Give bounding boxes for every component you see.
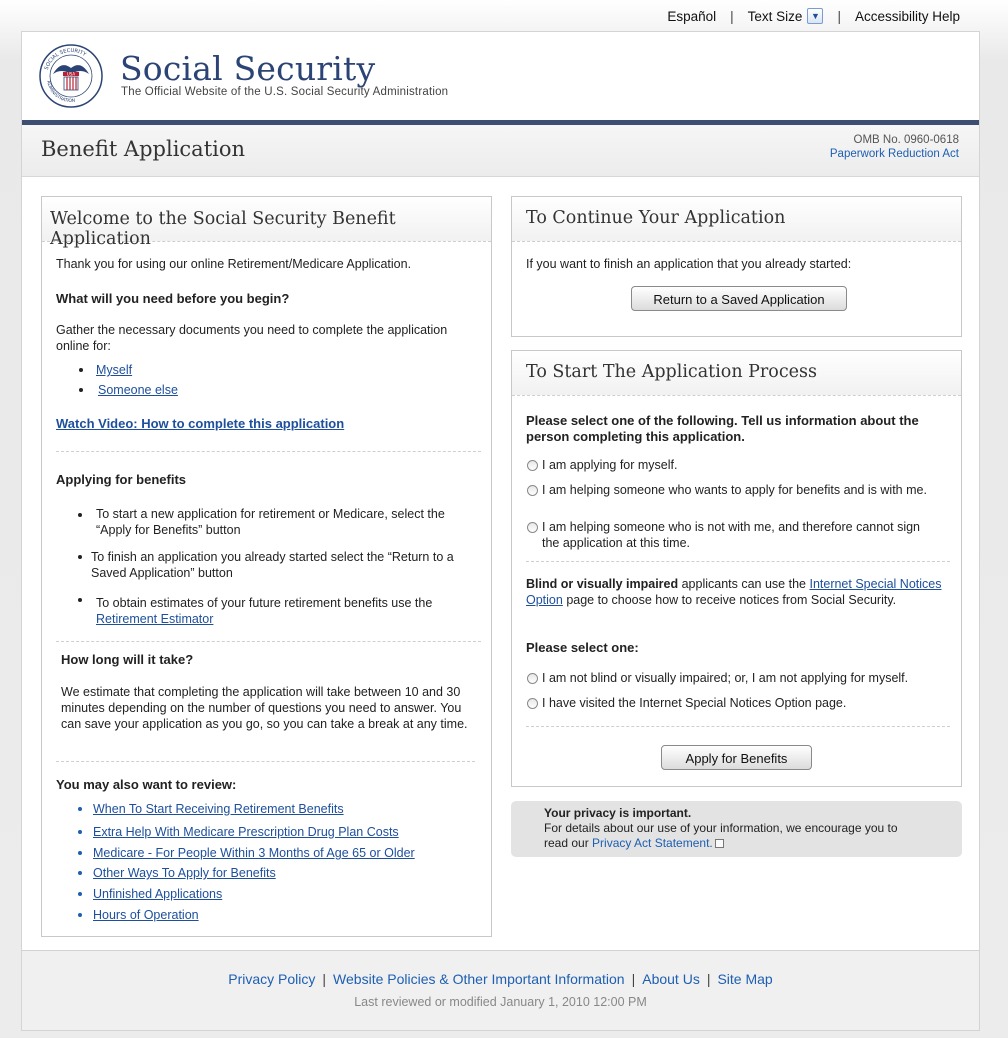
page-container bbox=[21, 31, 980, 1031]
applying-item: To finish an application you already started select the “Return to a Saved Application” button bbox=[91, 550, 454, 580]
dropdown-arrow-icon[interactable]: ▼ bbox=[807, 8, 823, 24]
myself-link[interactable]: Myself bbox=[96, 363, 133, 377]
time-text: We estimate that completing the application will take between 10 and 30 minutes depending on the number of questions you need to answer. You can save your application as you go, so you can take a break at any time. bbox=[61, 685, 468, 731]
radio-visited-notices[interactable] bbox=[527, 698, 538, 709]
thanks-text: Thank you for using our online Retirement/Medicare Application. bbox=[56, 257, 412, 271]
bullet bbox=[79, 388, 83, 392]
gather-text: Gather the necessary documents you need to complete the application online for: bbox=[56, 323, 448, 353]
svg-text:SOCIAL SECURITY: SOCIAL SECURITY bbox=[43, 47, 87, 71]
omb-number: OMB No. 0960-0618 bbox=[853, 134, 959, 146]
continue-text: If you want to finish an application that you already started: bbox=[526, 257, 852, 271]
privacy-policy-link[interactable]: Privacy Policy bbox=[228, 971, 316, 987]
radio-applying-myself[interactable] bbox=[527, 460, 538, 471]
apply-for-benefits-button[interactable]: Apply for Benefits bbox=[661, 745, 812, 770]
privacy-notice bbox=[511, 801, 962, 857]
divider bbox=[526, 726, 950, 727]
blind-bold: Blind or visually impaired bbox=[526, 577, 679, 591]
privacy-title: Your privacy is important. bbox=[544, 806, 692, 820]
start-panel-header bbox=[512, 351, 961, 396]
separator: | bbox=[730, 8, 734, 24]
divider bbox=[56, 761, 475, 762]
radio-label: I am not blind or visually impaired; or, I am not applying for myself. bbox=[542, 671, 909, 685]
utility-nav bbox=[667, 6, 960, 26]
espanol-link[interactable]: Español bbox=[667, 8, 717, 24]
accessibility-help-link[interactable]: Accessibility Help bbox=[854, 8, 960, 24]
site-subtitle: The Official Website of the U.S. Social Security Administration bbox=[121, 86, 449, 98]
svg-text:ADMINISTRATION: ADMINISTRATION bbox=[45, 80, 76, 105]
site-title: Social Security bbox=[120, 49, 376, 88]
ssa-seal-logo bbox=[39, 44, 103, 108]
continue-panel-header bbox=[512, 197, 961, 242]
page-title: Benefit Application bbox=[41, 137, 246, 161]
omb-info bbox=[830, 133, 959, 161]
review-link[interactable]: Unfinished Applications bbox=[93, 887, 223, 901]
separator: | bbox=[322, 971, 327, 987]
watch-video-link[interactable]: Watch Video: How to complete this application bbox=[56, 416, 345, 431]
radio-label: I am helping someone who is not with me, and therefore cannot sign the application at this time. bbox=[542, 520, 920, 550]
site-map-link[interactable]: Site Map bbox=[717, 971, 773, 987]
last-reviewed-text: Last reviewed or modified January 1, 2010 12:00 PM bbox=[354, 995, 647, 1009]
start-heading: To Start The Application Process bbox=[526, 362, 817, 382]
separator: | bbox=[837, 8, 841, 24]
page-title-bar bbox=[22, 125, 979, 177]
bullet bbox=[78, 871, 82, 875]
privacy-text bbox=[544, 821, 924, 851]
separator: | bbox=[706, 971, 711, 987]
radio-label: I am helping someone who wants to apply for benefits and is with me. bbox=[542, 483, 927, 497]
continue-panel bbox=[511, 196, 962, 337]
bullet bbox=[78, 598, 82, 602]
someone-else-link[interactable]: Someone else bbox=[98, 383, 178, 397]
bullet bbox=[78, 913, 82, 917]
special-notices-link[interactable]: Internet Special Notices Option bbox=[526, 577, 942, 607]
welcome-panel bbox=[41, 196, 492, 937]
text-size-label: Text Size bbox=[747, 8, 803, 24]
blind-notice bbox=[526, 576, 946, 608]
paperwork-reduction-link[interactable]: Paperwork Reduction Act bbox=[829, 148, 959, 160]
retirement-estimator-link[interactable]: Retirement Estimator bbox=[96, 612, 214, 626]
bullet bbox=[78, 830, 82, 834]
start-panel bbox=[511, 350, 962, 787]
bullet bbox=[78, 807, 82, 811]
privacy-act-link[interactable]: Privacy Act Statement. bbox=[592, 836, 713, 850]
need-heading: What will you need before you begin? bbox=[56, 291, 290, 306]
footer-links bbox=[22, 971, 979, 987]
continue-heading: To Continue Your Application bbox=[526, 208, 786, 228]
website-policies-link[interactable]: Website Policies & Other Important Information bbox=[333, 971, 625, 987]
select-one-heading: Please select one: bbox=[526, 640, 639, 655]
radio-not-blind[interactable] bbox=[527, 673, 538, 684]
divider bbox=[526, 561, 950, 562]
bullet bbox=[79, 368, 83, 372]
review-link[interactable]: Other Ways To Apply for Benefits bbox=[93, 866, 276, 880]
bullet bbox=[78, 892, 82, 896]
about-us-link[interactable]: About Us bbox=[642, 971, 700, 987]
review-heading: You may also want to review: bbox=[56, 777, 237, 792]
welcome-panel-header bbox=[42, 197, 491, 249]
text-size-control[interactable] bbox=[748, 8, 824, 24]
separator: | bbox=[631, 971, 636, 987]
divider bbox=[56, 641, 481, 642]
site-header bbox=[22, 32, 979, 120]
svg-text:USA: USA bbox=[66, 71, 76, 77]
divider bbox=[56, 451, 481, 452]
bullet bbox=[78, 513, 82, 517]
bullet bbox=[78, 851, 82, 855]
radio-helping-not-with-me[interactable] bbox=[527, 522, 538, 533]
review-link[interactable]: Hours of Operation bbox=[93, 908, 199, 922]
applying-item: To start a new application for retirement or Medicare, select the “Apply for Benefits” button bbox=[96, 507, 445, 537]
radio-helping-with-me[interactable] bbox=[527, 485, 538, 496]
welcome-heading: Welcome to the Social Security Benefit Application bbox=[50, 209, 396, 249]
start-instruction: Please select one of the following. Tell us information about the person completing this application. bbox=[526, 413, 919, 444]
site-footer bbox=[22, 950, 979, 1030]
bullet bbox=[78, 555, 82, 559]
return-saved-application-button[interactable]: Return to a Saved Application bbox=[631, 286, 847, 311]
review-link[interactable]: Medicare - For People Within 3 Months of Age 65 or Older bbox=[93, 846, 415, 860]
radio-label: I am applying for myself. bbox=[542, 458, 678, 472]
review-link[interactable]: When To Start Receiving Retirement Benefits bbox=[93, 802, 344, 816]
time-heading: How long will it take? bbox=[61, 652, 194, 667]
applying-heading: Applying for benefits bbox=[56, 472, 186, 487]
radio-label: I have visited the Internet Special Notices Option page. bbox=[542, 696, 847, 710]
privacy-body: For details about our use of your information, we encourage you to read our bbox=[544, 821, 898, 850]
blind-text: page to choose how to receive notices from Social Security. bbox=[562, 593, 897, 607]
external-link-icon bbox=[715, 839, 724, 848]
review-link[interactable]: Extra Help With Medicare Prescription Drug Plan Costs bbox=[93, 825, 399, 839]
applying-item: To obtain estimates of your future retirement benefits use the bbox=[96, 596, 433, 610]
blind-text: applicants can use the bbox=[678, 577, 810, 591]
